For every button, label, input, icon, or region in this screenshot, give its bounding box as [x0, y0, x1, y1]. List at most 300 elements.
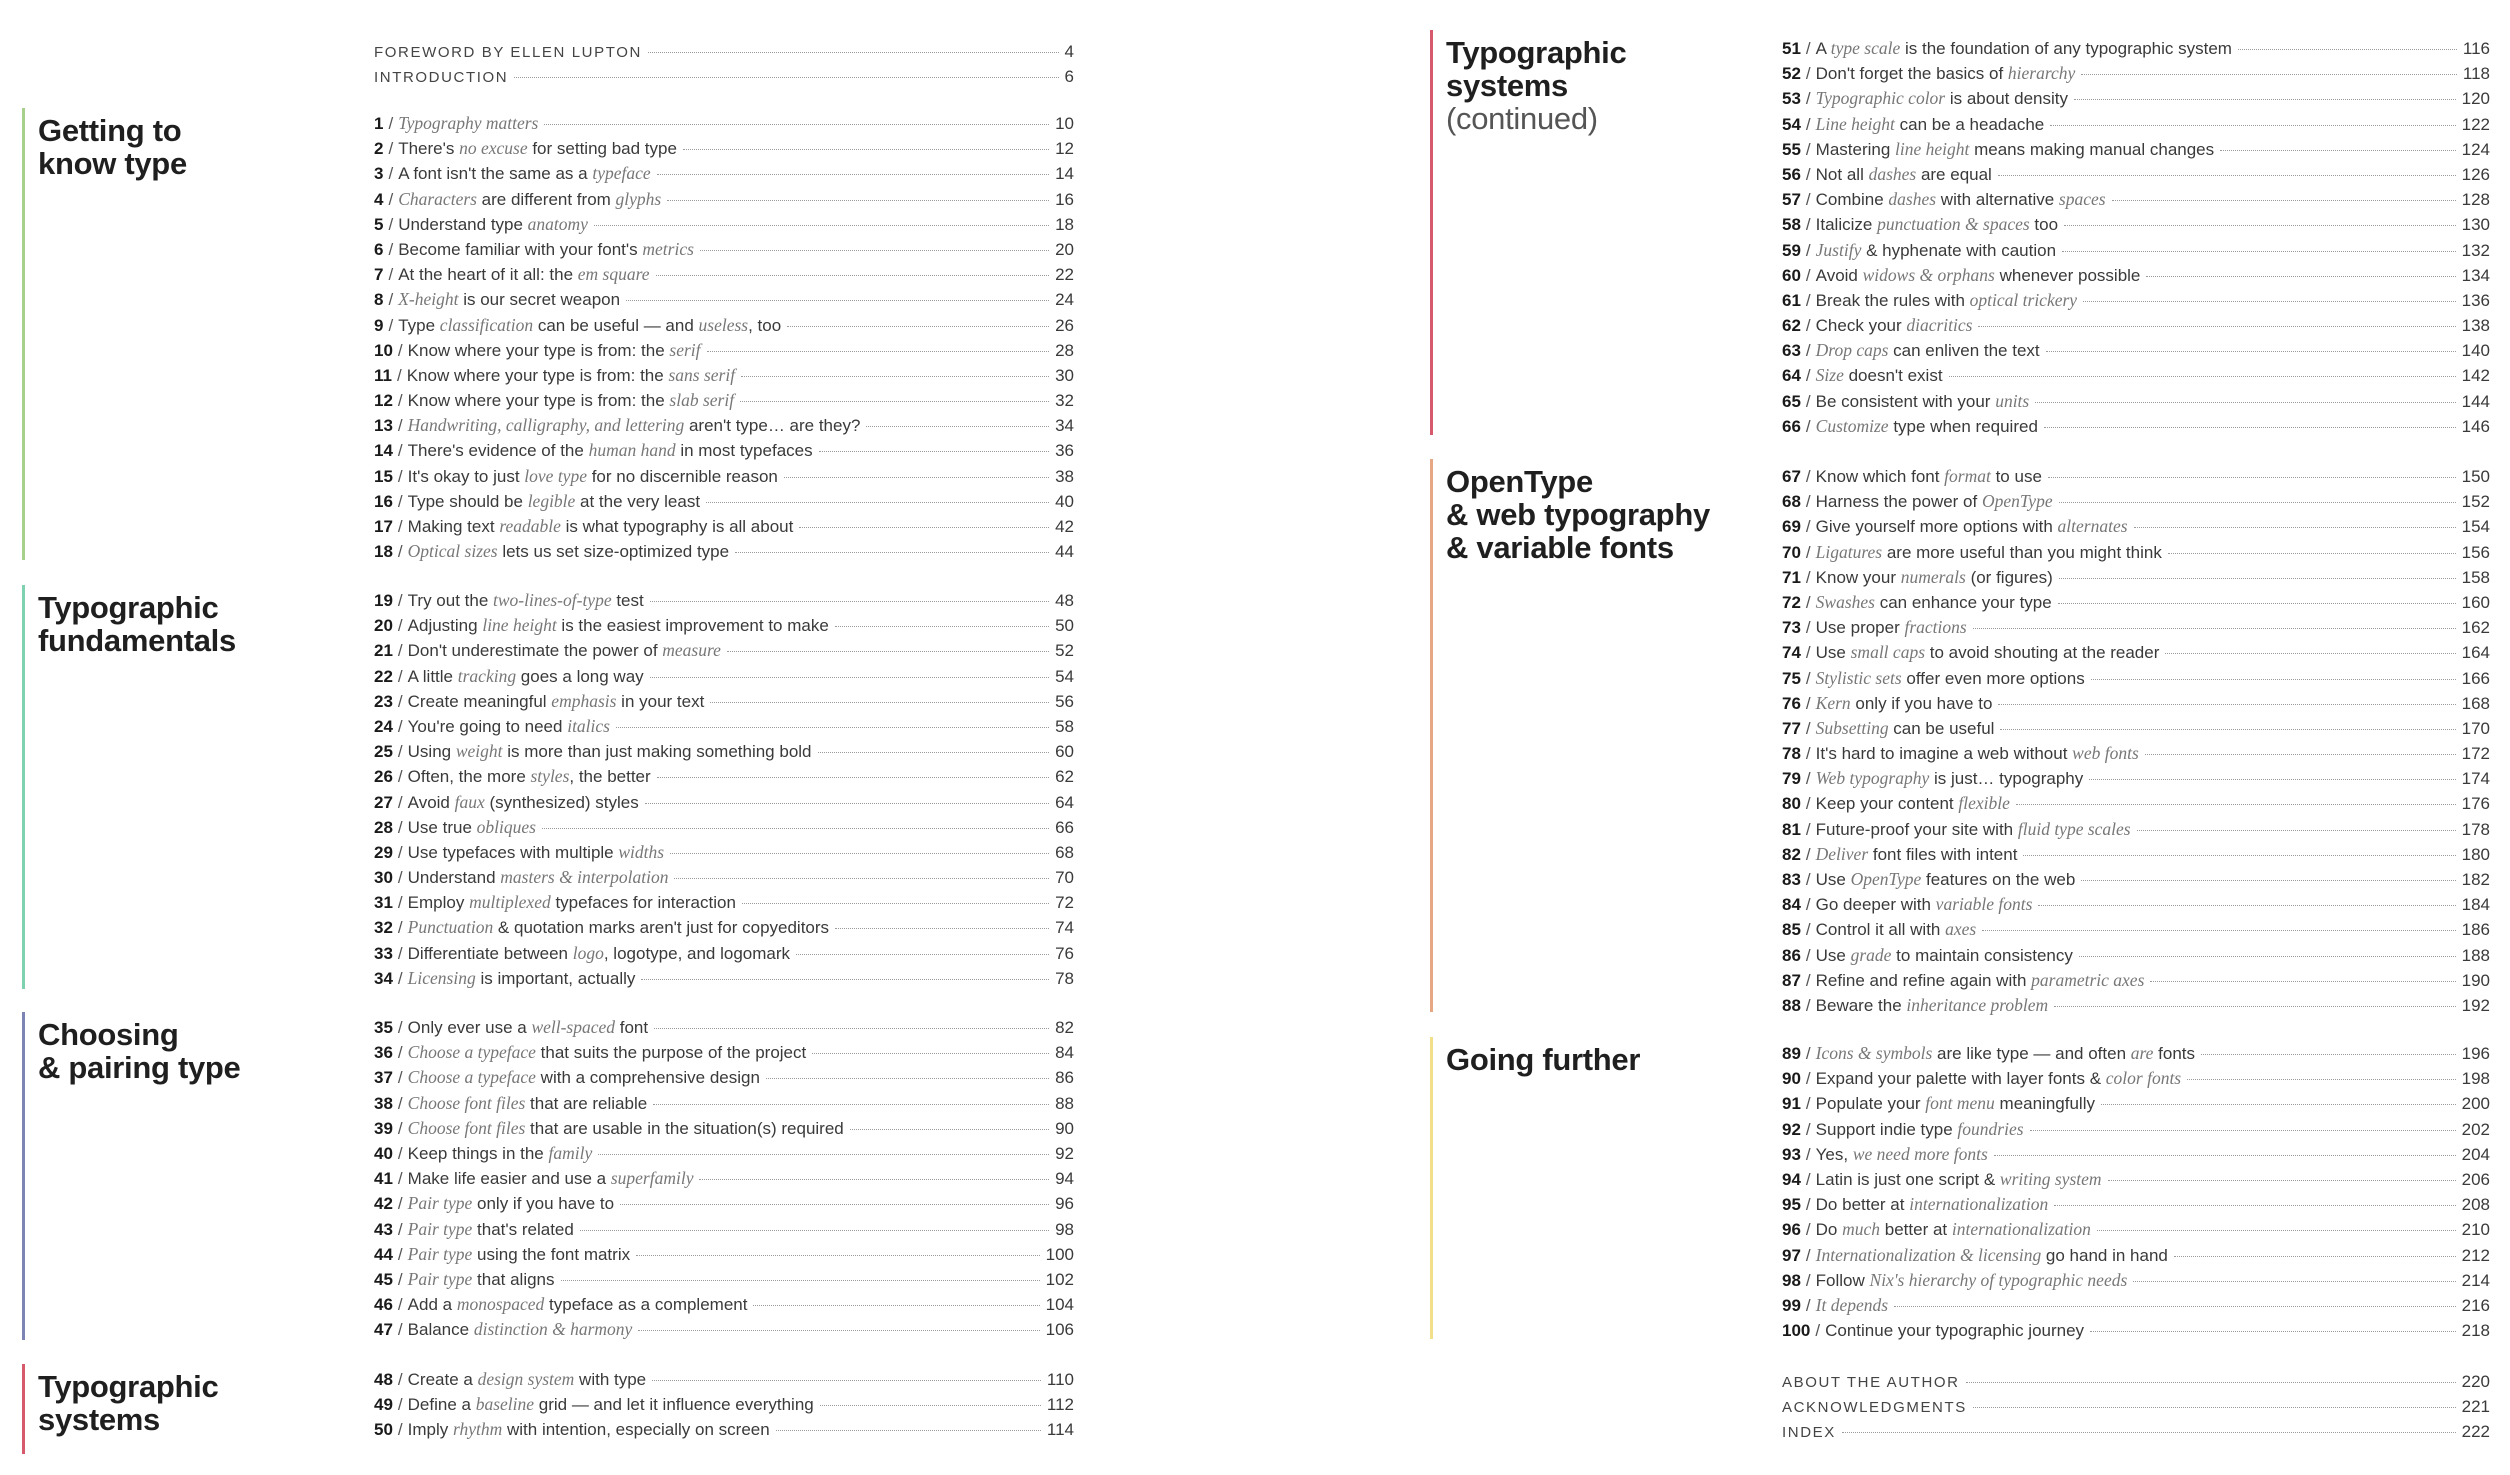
- toc-entry[interactable]: [1782, 363, 2490, 388]
- toc-entry[interactable]: [1782, 1243, 2490, 1268]
- toc-entry[interactable]: [1782, 666, 2490, 691]
- toc-entry[interactable]: [1782, 640, 2490, 665]
- toc-entry[interactable]: [1782, 1293, 2490, 1318]
- toc-entry[interactable]: [1782, 1117, 2490, 1142]
- dot-leader: [2187, 1079, 2456, 1080]
- dot-leader: [2038, 905, 2455, 906]
- section-entries: [1782, 464, 2490, 1018]
- entry-title: [1816, 817, 2131, 842]
- toc-entry[interactable]: [374, 539, 1074, 564]
- entry-page-number: 118: [2462, 64, 2490, 84]
- entry-page-number: 6: [1064, 67, 1074, 87]
- entry-title: [1816, 741, 2139, 766]
- entry-page-number: 32: [1055, 391, 1074, 411]
- entry-number: 34: [374, 968, 393, 988]
- entry-title-text: aren't type… are they?: [684, 416, 861, 436]
- entry-number: 22: [374, 666, 393, 686]
- entry-title-text: Often, the more: [407, 767, 531, 787]
- entry-page-number: 206: [2461, 1169, 2490, 1189]
- entry-page-number: 160: [2461, 592, 2490, 612]
- entry-title-emphasis: Characters: [398, 188, 477, 209]
- entry-page-number: 18: [1055, 214, 1074, 234]
- entry-number: 48: [374, 1370, 393, 1389]
- front-matter-entry[interactable]: [374, 64, 1074, 89]
- toc-entry[interactable]: [374, 1317, 1074, 1342]
- section-title: [1446, 465, 1776, 564]
- entry-title-emphasis: Kern: [1815, 692, 1851, 713]
- entry-number: 94: [1782, 1169, 1801, 1189]
- toc-entry[interactable]: [1782, 514, 2490, 539]
- toc-entry[interactable]: [1782, 691, 2490, 716]
- toc-entry[interactable]: [374, 714, 1074, 739]
- toc-entry[interactable]: [374, 413, 1074, 438]
- toc-entry[interactable]: [1782, 1217, 2490, 1242]
- entry-title-text: Create meaningful: [407, 691, 552, 711]
- entry-title-text: Refine and refine again with: [1815, 970, 2032, 990]
- entry-title-emphasis: format: [1944, 466, 1991, 486]
- entry-number: 7: [374, 265, 384, 285]
- toc-entry[interactable]: [374, 212, 1074, 237]
- entry-title-text: Use proper: [1815, 618, 1905, 638]
- toc-entry[interactable]: [1782, 1066, 2490, 1091]
- entry-page-number: 144: [2461, 391, 2490, 411]
- toc-entry[interactable]: [374, 1166, 1074, 1191]
- entry-separator: /: [1805, 970, 1811, 990]
- entry-separator: /: [1805, 164, 1811, 184]
- toc-entry[interactable]: [1782, 716, 2490, 741]
- entry-number: 78: [1782, 744, 1801, 764]
- entry-title-emphasis: Customize: [1815, 415, 1889, 436]
- toc-entry[interactable]: [1782, 892, 2490, 917]
- front-matter-entry[interactable]: [374, 39, 1074, 64]
- dot-leader: [707, 351, 1050, 352]
- entry-page-number: 166: [2461, 668, 2490, 688]
- entry-page-number: 90: [1055, 1118, 1074, 1138]
- toc-entry[interactable]: [374, 1116, 1074, 1141]
- entry-title-text: better at: [1880, 1220, 1952, 1240]
- toc-entry[interactable]: [1782, 112, 2490, 137]
- entry-page-number: 86: [1055, 1068, 1074, 1088]
- toc-entry[interactable]: [374, 1091, 1074, 1116]
- toc-entry[interactable]: [374, 1367, 1074, 1392]
- entry-separator: /: [1805, 945, 1811, 965]
- dot-leader: [657, 174, 1049, 175]
- entry-number: 65: [1782, 391, 1801, 411]
- toc-entry[interactable]: [1782, 1318, 2490, 1343]
- dot-leader: [594, 225, 1049, 226]
- toc-entry[interactable]: [1782, 1167, 2490, 1192]
- entry-title: [1816, 1192, 2049, 1217]
- dot-leader: [2083, 301, 2456, 302]
- entry-title-text: Give yourself more options with: [1815, 517, 2058, 537]
- toc-entry[interactable]: [374, 136, 1074, 161]
- toc-entry[interactable]: [374, 1065, 1074, 1090]
- entry-title-text: Understand type: [398, 214, 528, 234]
- entry-page-number: 190: [2461, 970, 2490, 990]
- dot-leader: [616, 727, 1049, 728]
- toc-entry[interactable]: [1782, 1268, 2490, 1293]
- entry-separator: /: [1805, 316, 1811, 336]
- entry-title-emphasis: internationalization: [1951, 1219, 2091, 1240]
- section-title-line: fundamentals: [38, 623, 236, 658]
- entry-page-number: 150: [2461, 467, 2490, 486]
- toc-entry[interactable]: [1782, 489, 2490, 514]
- entry-title: [1816, 867, 2076, 892]
- dot-leader: [1894, 1306, 2456, 1307]
- toc-entry[interactable]: [1782, 993, 2490, 1018]
- entry-number: 79: [1782, 769, 1801, 789]
- toc-entry[interactable]: [374, 313, 1074, 338]
- toc-entry[interactable]: [374, 1015, 1074, 1040]
- dot-leader: [653, 1104, 1049, 1105]
- entry-number: 15: [374, 466, 393, 486]
- entry-number: 18: [374, 542, 393, 562]
- entry-title-text: is our secret weapon: [458, 290, 621, 310]
- toc-entry[interactable]: [1782, 590, 2490, 615]
- entry-title-text: too: [2029, 215, 2059, 235]
- entry-title-emphasis: baseline: [475, 1394, 535, 1415]
- dot-leader: [2000, 729, 2455, 730]
- toc-entry[interactable]: [1782, 565, 2490, 590]
- toc-entry[interactable]: [1782, 238, 2490, 263]
- toc-entry[interactable]: [1782, 263, 2490, 288]
- entry-separator: /: [388, 214, 394, 234]
- entry-title-text: Future-proof your site with: [1815, 819, 2018, 839]
- entry-page-number: 134: [2461, 265, 2490, 285]
- entry-title-emphasis: Line height: [1815, 113, 1895, 134]
- entry-number: 84: [1782, 895, 1801, 915]
- entry-title-text: font: [615, 1018, 649, 1037]
- entry-number: 58: [1782, 215, 1801, 235]
- toc-entry[interactable]: [374, 764, 1074, 789]
- toc-entry[interactable]: [374, 1040, 1074, 1065]
- toc-entry[interactable]: [374, 489, 1074, 514]
- entry-title: [1816, 363, 1943, 388]
- entry-title-text: can be useful: [1888, 718, 1995, 738]
- entry-page-number: 122: [2461, 114, 2490, 134]
- entry-title-text: with a comprehensive design: [535, 1068, 760, 1088]
- entry-number: 83: [1782, 870, 1801, 889]
- dot-leader: [799, 527, 1049, 528]
- toc-entry[interactable]: [1782, 917, 2490, 942]
- entry-title: [1816, 691, 1993, 716]
- toc-entry[interactable]: [374, 664, 1074, 689]
- toc-entry[interactable]: [1782, 791, 2490, 816]
- toc-entry[interactable]: [1782, 313, 2490, 338]
- entry-page-number: 38: [1055, 466, 1074, 486]
- entry-number: 5: [374, 214, 384, 234]
- toc-entry[interactable]: [374, 464, 1074, 489]
- entry-separator: /: [1805, 643, 1811, 663]
- entry-separator: /: [397, 1395, 403, 1415]
- entry-separator: /: [1805, 844, 1811, 864]
- toc-entry[interactable]: [1782, 867, 2490, 892]
- toc-entry[interactable]: [1782, 86, 2490, 111]
- section-title-line: & pairing type: [38, 1050, 241, 1085]
- entry-title: [407, 363, 735, 388]
- entry-number: 66: [1782, 416, 1801, 436]
- entry-title: [408, 1242, 630, 1267]
- section-entries: [374, 111, 1074, 564]
- entry-separator: /: [1805, 769, 1811, 789]
- entry-separator: /: [397, 691, 403, 711]
- toc-entry[interactable]: [374, 187, 1074, 212]
- entry-title-text: with type: [574, 1370, 647, 1389]
- entry-page-number: 138: [2461, 316, 2490, 336]
- toc-entry[interactable]: [1782, 389, 2490, 414]
- entry-title-emphasis: font menu: [1925, 1093, 1995, 1114]
- entry-separator: /: [397, 1143, 403, 1163]
- section-color-bar: [22, 585, 25, 989]
- section-entries: [1782, 36, 2490, 439]
- entry-title-emphasis: useless: [698, 314, 749, 335]
- entry-title-text: grid — and let it influence everything: [534, 1395, 814, 1415]
- toc-entry[interactable]: [1782, 943, 2490, 968]
- toc-entry[interactable]: [1782, 187, 2490, 212]
- entry-separator: /: [1805, 114, 1811, 134]
- entry-title: [398, 136, 677, 161]
- entry-title-emphasis: OpenType: [1850, 869, 1922, 889]
- entry-title-emphasis: sans serif: [668, 364, 736, 385]
- entry-title-text: Differentiate between: [407, 943, 573, 963]
- entry-title-text: Making text: [407, 517, 500, 536]
- entry-title: [408, 815, 536, 840]
- entry-page-number: 132: [2461, 240, 2490, 260]
- entry-title-emphasis: Handwriting, calligraphy, and lettering: [407, 415, 685, 436]
- dot-leader: [2059, 502, 2456, 503]
- dot-leader: [2089, 779, 2455, 780]
- toc-entry[interactable]: [374, 1141, 1074, 1166]
- toc-entry[interactable]: [1782, 1041, 2490, 1066]
- section-color-bar: [22, 1364, 25, 1454]
- entry-number: 24: [374, 716, 393, 736]
- dot-leader: [1982, 930, 2455, 931]
- entry-title: [1816, 238, 2056, 263]
- entry-title-emphasis: Icons & symbols: [1815, 1043, 1933, 1063]
- entry-title-text: Type: [398, 315, 440, 335]
- dot-leader: [741, 376, 1049, 377]
- toc-entry[interactable]: [374, 865, 1074, 890]
- toc-entry[interactable]: [1782, 817, 2490, 842]
- entry-title: [408, 890, 736, 915]
- toc-entry[interactable]: [1782, 741, 2490, 766]
- entry-title: [1816, 993, 2049, 1018]
- dot-leader: [598, 1154, 1049, 1155]
- entry-page-number: 146: [2461, 416, 2490, 436]
- toc-entry[interactable]: [374, 915, 1074, 940]
- toc-entry[interactable]: [374, 1267, 1074, 1292]
- toc-entry[interactable]: [1782, 842, 2490, 867]
- toc-entry[interactable]: [374, 941, 1074, 966]
- toc-entry[interactable]: [1782, 61, 2490, 86]
- entry-title-text: Use true: [407, 817, 477, 837]
- entry-page-number: 34: [1055, 416, 1074, 436]
- entry-number: 11: [374, 365, 392, 385]
- entry-title-text: whenever possible: [1994, 265, 2141, 285]
- entry-title-text: can be useful — and: [533, 315, 699, 335]
- entry-title-text: Only ever use a: [407, 1018, 532, 1037]
- section-opentype-web-variable: [1430, 459, 2490, 1015]
- entry-title: [398, 313, 781, 338]
- entry-separator: /: [1815, 1321, 1821, 1341]
- toc-entry[interactable]: [374, 287, 1074, 312]
- entry-page-number: 184: [2461, 895, 2490, 915]
- toc-entry[interactable]: [1782, 1142, 2490, 1167]
- toc-entry[interactable]: [1782, 464, 2490, 489]
- entry-title-emphasis: are: [2130, 1043, 2154, 1063]
- entry-title: [1816, 1293, 1888, 1318]
- entry-number: 67: [1782, 467, 1801, 486]
- toc-entry[interactable]: [374, 840, 1074, 865]
- toc-entry[interactable]: [374, 815, 1074, 840]
- toc-entry[interactable]: [1782, 414, 2490, 439]
- entry-number: 4: [374, 189, 384, 209]
- toc-entry[interactable]: [374, 1292, 1074, 1317]
- entry-title-emphasis: dashes: [1868, 163, 1917, 184]
- entry-title-text: Define a: [407, 1395, 476, 1415]
- section-typographic-systems: [22, 1364, 1082, 1454]
- entry-title: [408, 1292, 748, 1317]
- entry-number: 40: [374, 1143, 393, 1163]
- toc-entry[interactable]: [1782, 968, 2490, 993]
- dot-leader: [561, 1280, 1040, 1281]
- entry-title: [1816, 263, 2141, 288]
- back-matter-entry[interactable]: [1782, 1394, 2490, 1419]
- toc-entry[interactable]: [374, 237, 1074, 262]
- entry-title: [408, 1015, 648, 1040]
- entry-title: [1816, 590, 2052, 615]
- toc-entry[interactable]: [1782, 338, 2490, 363]
- toc-entry[interactable]: [374, 262, 1074, 287]
- toc-entry[interactable]: [374, 966, 1074, 991]
- entry-title-text: Try out the: [407, 591, 494, 610]
- back-matter-entry[interactable]: [1782, 1369, 2490, 1394]
- entry-separator: /: [1805, 265, 1811, 285]
- entry-page-number: 218: [2461, 1321, 2490, 1341]
- toc-entry[interactable]: [374, 1191, 1074, 1216]
- entry-title: [408, 714, 610, 739]
- entry-title-emphasis: tracking: [457, 665, 517, 686]
- toc-entry[interactable]: [374, 588, 1074, 613]
- entry-number: 72: [1782, 592, 1801, 612]
- entry-title-emphasis: Typography matters: [398, 113, 539, 133]
- entry-title-emphasis: Pair type: [407, 1218, 473, 1239]
- dot-leader: [620, 1204, 1049, 1205]
- toc-entry[interactable]: [1782, 36, 2490, 61]
- toc-entry[interactable]: [374, 689, 1074, 714]
- entry-title-emphasis: em square: [577, 264, 650, 285]
- entry-title-text: doesn't exist: [1843, 366, 1943, 386]
- entry-title-emphasis: punctuation & spaces: [1877, 214, 2030, 235]
- entry-title-emphasis: Choose font files: [407, 1092, 526, 1113]
- toc-entry[interactable]: [1782, 137, 2490, 162]
- entry-title-emphasis: Ligatures: [1815, 541, 1883, 562]
- dot-leader: [2054, 1205, 2455, 1206]
- toc-entry[interactable]: [374, 388, 1074, 413]
- entry-page-number: 126: [2461, 164, 2490, 184]
- entry-separator: /: [397, 792, 403, 812]
- entry-title-emphasis: units: [1995, 390, 2030, 411]
- entry-title-text: for setting bad type: [527, 139, 677, 159]
- dot-leader: [2201, 1054, 2456, 1055]
- entry-title-emphasis: styles: [530, 766, 570, 787]
- toc-entry[interactable]: [1782, 162, 2490, 187]
- toc-entry[interactable]: [1782, 1192, 2490, 1217]
- toc-entry[interactable]: [374, 638, 1074, 663]
- entry-separator: /: [1805, 290, 1811, 310]
- dot-leader: [1949, 376, 2456, 377]
- entry-page-number: 16: [1055, 189, 1074, 209]
- toc-entry[interactable]: [374, 790, 1074, 815]
- entry-title: [408, 1317, 633, 1342]
- toc-entry[interactable]: [1782, 615, 2490, 640]
- entry-title-emphasis: measure: [662, 640, 721, 661]
- entry-title-emphasis: metrics: [642, 238, 694, 259]
- entry-separator: /: [397, 1320, 403, 1340]
- entry-title: [408, 613, 829, 638]
- entry-page-number: 20: [1055, 239, 1074, 259]
- entry-title: [1816, 917, 1977, 942]
- dot-leader: [2090, 1331, 2456, 1332]
- entry-number: 54: [1782, 114, 1801, 134]
- entry-title-text: Check your: [1815, 316, 1907, 336]
- toc-entry[interactable]: [1782, 288, 2490, 313]
- entry-title-emphasis: writing system: [1999, 1168, 2102, 1189]
- toc-entry[interactable]: [1782, 540, 2490, 565]
- back-matter-entry[interactable]: [1782, 1419, 2490, 1444]
- dot-leader: [727, 651, 1049, 652]
- dot-leader: [1978, 326, 2455, 327]
- toc-entry[interactable]: [374, 1242, 1074, 1267]
- entry-title-text: A little: [407, 666, 458, 686]
- toc-entry[interactable]: [374, 1392, 1074, 1417]
- toc-entry[interactable]: [374, 161, 1074, 186]
- dot-leader: [1998, 175, 2456, 176]
- dot-leader: [2035, 402, 2455, 403]
- entry-title-text: Follow: [1815, 1270, 1870, 1290]
- section-color-bar: [1430, 459, 1433, 1012]
- entry-title: [408, 438, 813, 463]
- section-going-further: [1430, 1037, 2490, 1339]
- dot-leader: [2074, 99, 2456, 100]
- entry-title-text: Know which font: [1815, 467, 1945, 486]
- entry-title: [1816, 666, 2085, 691]
- toc-entry[interactable]: [374, 1417, 1074, 1442]
- toc-entry[interactable]: [1782, 212, 2490, 237]
- dot-leader: [2091, 679, 2456, 680]
- toc-entry[interactable]: [374, 363, 1074, 388]
- entry-title: [1816, 842, 2018, 867]
- toc-entry[interactable]: [374, 338, 1074, 363]
- toc-entry[interactable]: [374, 111, 1074, 136]
- toc-entry[interactable]: [374, 438, 1074, 463]
- toc-entry[interactable]: [374, 739, 1074, 764]
- toc-entry[interactable]: [1782, 1091, 2490, 1116]
- toc-entry[interactable]: [374, 1217, 1074, 1242]
- entry-number: 27: [374, 792, 393, 812]
- entry-title-text: using the font matrix: [472, 1244, 631, 1264]
- toc-entry[interactable]: [374, 613, 1074, 638]
- toc-entry[interactable]: [374, 514, 1074, 539]
- entry-separator: /: [397, 1420, 403, 1440]
- entry-title-emphasis: Swashes: [1815, 591, 1875, 612]
- toc-entry[interactable]: [1782, 766, 2490, 791]
- section-title-line: & web typography: [1446, 497, 1710, 532]
- toc-entry[interactable]: [374, 890, 1074, 915]
- dot-leader: [650, 601, 1049, 602]
- entry-page-number: 158: [2461, 567, 2490, 587]
- entry-separator: /: [397, 1169, 403, 1189]
